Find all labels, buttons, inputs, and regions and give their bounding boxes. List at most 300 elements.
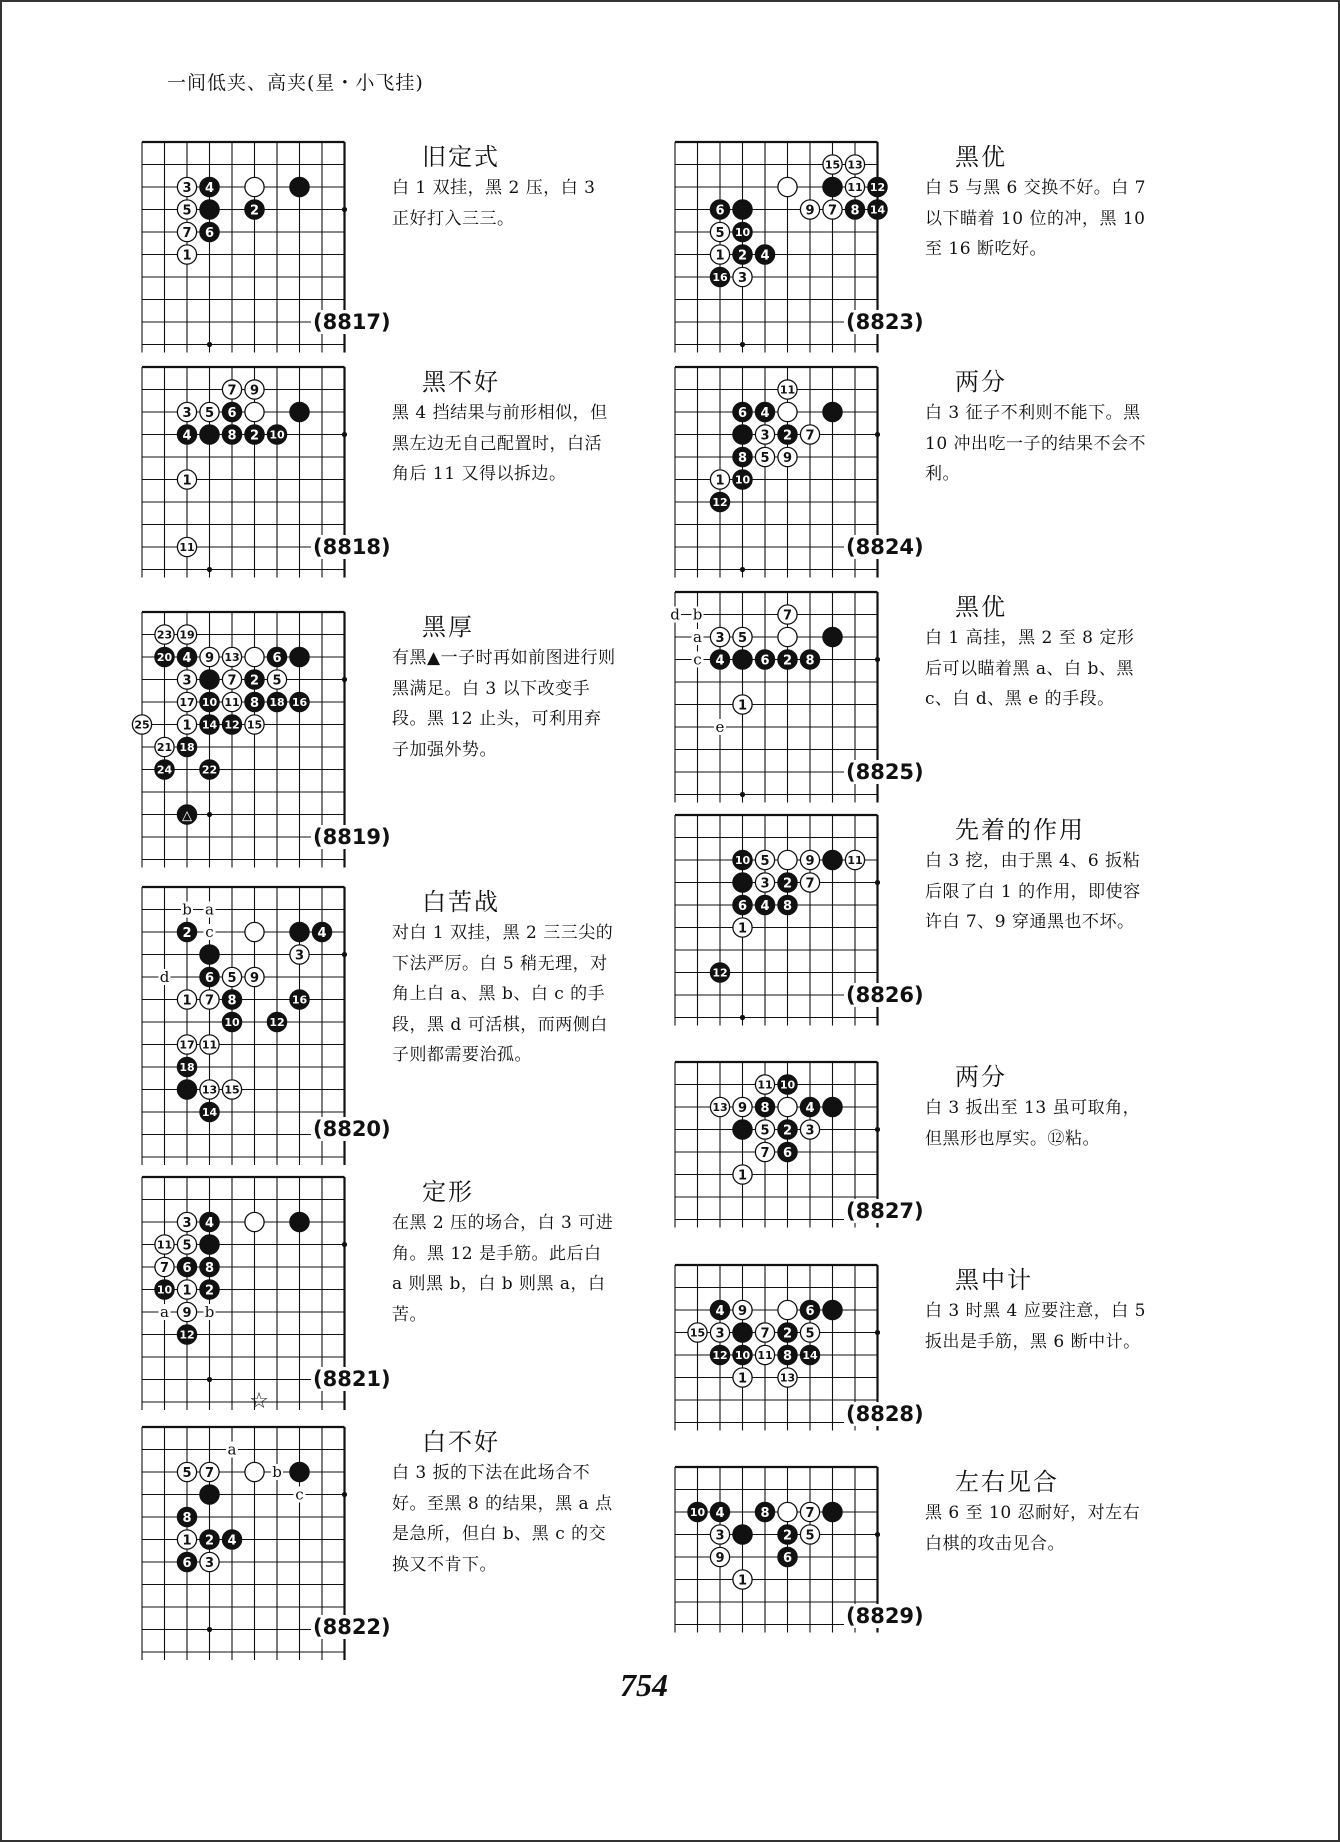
move-number: 13 bbox=[712, 1101, 728, 1115]
move-number: 5 bbox=[272, 673, 282, 689]
problem-title: 两分 bbox=[955, 1063, 1007, 1091]
move-number: 11 bbox=[779, 383, 796, 397]
move-number: 3 bbox=[182, 405, 192, 421]
move-number: 7 bbox=[805, 428, 815, 444]
move-number: 15 bbox=[224, 1083, 240, 1097]
point-label: c bbox=[295, 1485, 304, 1504]
move-number: 11 bbox=[201, 1038, 218, 1052]
black-stone bbox=[823, 1300, 842, 1319]
move-number: 4 bbox=[182, 650, 192, 666]
problem-commentary: 白 3 扳出至 13 虽可取角，但黑形也厚实。⑫粘。 bbox=[925, 1098, 1141, 1149]
black-stone bbox=[200, 425, 219, 444]
black-stone bbox=[200, 945, 219, 964]
move-number: 9 bbox=[805, 203, 815, 219]
problem-commentary: 白 3 时黑 4 应要注意，白 5 扳出是手筋，黑 6 断中计。 bbox=[925, 1301, 1146, 1352]
star-point bbox=[875, 1127, 880, 1132]
white-stone bbox=[245, 647, 264, 666]
move-number: 4 bbox=[317, 925, 327, 941]
move-number: 3 bbox=[294, 948, 305, 964]
move-number: 24 bbox=[156, 763, 173, 777]
black-stone bbox=[823, 1502, 842, 1521]
move-number: 4 bbox=[715, 1505, 725, 1521]
problem-title: 旧定式 bbox=[422, 143, 500, 171]
move-number: 5 bbox=[227, 970, 237, 986]
move-number: 1 bbox=[182, 473, 192, 489]
move-number: △ bbox=[182, 808, 192, 824]
diagram-number: (8827) bbox=[846, 1199, 924, 1223]
star-point bbox=[875, 880, 880, 885]
star-point bbox=[342, 432, 347, 437]
problem-commentary: 黑 4 挡结果与前形相似，但黑左边无自己配置时，白活角后 11 又得以拆边。 bbox=[392, 403, 608, 484]
star-point bbox=[740, 792, 745, 797]
star-point bbox=[740, 342, 745, 347]
problem-title: 黑优 bbox=[955, 593, 1007, 621]
move-number: 1 bbox=[715, 473, 725, 489]
star-point bbox=[342, 952, 347, 957]
move-number: 8 bbox=[805, 653, 815, 669]
problem-commentary: 白 5 与黑 6 交换不好。白 7 以下瞄着 10 位的冲，黑 10 至 16 断吃好。 bbox=[925, 178, 1146, 259]
move-number: 1 bbox=[737, 1573, 748, 1589]
point-label: a bbox=[160, 1303, 169, 1321]
go-diagram bbox=[670, 137, 915, 337]
star-point bbox=[207, 567, 212, 572]
black-stone bbox=[290, 1462, 309, 1481]
problem-title: 定形 bbox=[422, 1178, 474, 1206]
move-number: 3 bbox=[182, 1215, 192, 1231]
go-diagram bbox=[670, 810, 915, 1010]
move-number: 4 bbox=[204, 1215, 215, 1231]
move-number: 25 bbox=[134, 718, 150, 732]
problem-8820 bbox=[137, 882, 697, 1141]
go-diagram bbox=[137, 362, 382, 562]
move-number: 12 bbox=[179, 1328, 195, 1342]
go-diagram bbox=[670, 362, 915, 562]
move-number: 4 bbox=[805, 1100, 815, 1116]
go-diagram bbox=[137, 1422, 382, 1642]
move-number: 8 bbox=[850, 203, 860, 219]
move-number: 2 bbox=[204, 1283, 215, 1299]
go-diagram bbox=[137, 1172, 382, 1414]
move-number: 14 bbox=[201, 718, 218, 732]
move-number: 10 bbox=[734, 1349, 751, 1363]
problem-commentary: 白 3 挖，由于黑 4、6 扳粘后限了白 1 的作用，即使容许白 7、9 穿通黑也不坏。 bbox=[925, 851, 1141, 932]
move-number: 7 bbox=[782, 608, 793, 624]
move-number: 8 bbox=[737, 450, 748, 466]
problem-title: 先着的作用 bbox=[955, 816, 1085, 844]
black-stone bbox=[200, 200, 219, 219]
move-number: 8 bbox=[227, 428, 237, 444]
move-number: 12 bbox=[712, 1349, 728, 1363]
move-number: 12 bbox=[269, 1016, 285, 1030]
move-number: 18 bbox=[179, 1061, 195, 1075]
move-number: 7 bbox=[760, 1145, 770, 1161]
move-number: 10 bbox=[156, 1283, 173, 1297]
diagram-number: (8825) bbox=[846, 760, 924, 784]
diagram-number: (8823) bbox=[846, 310, 924, 334]
move-number: 22 bbox=[201, 763, 218, 777]
point-label: d bbox=[670, 605, 680, 624]
move-number: 18 bbox=[269, 696, 285, 710]
problem-8821 bbox=[137, 1172, 697, 1414]
move-number: 1 bbox=[715, 248, 725, 264]
problem-commentary: 白 1 双挂，黑 2 压，白 3 正好打入三三。 bbox=[392, 178, 596, 229]
move-number: 11 bbox=[847, 854, 863, 868]
move-number: 11 bbox=[179, 541, 195, 555]
move-number: 6 bbox=[272, 650, 282, 666]
move-number: 9 bbox=[737, 1303, 748, 1319]
problem-8818 bbox=[137, 362, 697, 562]
move-number: 13 bbox=[847, 158, 863, 172]
move-number: 4 bbox=[760, 248, 770, 264]
diagram-number: (8819) bbox=[313, 825, 391, 849]
black-stone bbox=[290, 922, 309, 941]
white-stone bbox=[245, 922, 264, 941]
diagram-number: (8824) bbox=[846, 535, 924, 559]
move-number: 3 bbox=[715, 630, 725, 646]
move-number: 8 bbox=[782, 898, 793, 914]
move-number: 8 bbox=[760, 1505, 770, 1521]
move-number: 4 bbox=[760, 898, 770, 914]
black-stone bbox=[290, 402, 309, 421]
move-number: 6 bbox=[782, 1550, 793, 1566]
diagram-number: (8829) bbox=[846, 1604, 924, 1628]
move-number: 6 bbox=[204, 970, 215, 986]
move-number: 10 bbox=[224, 1016, 240, 1030]
point-label: a bbox=[205, 900, 214, 919]
go-diagram bbox=[134, 607, 382, 847]
star-point bbox=[207, 812, 212, 817]
move-number: 2 bbox=[782, 1326, 793, 1342]
move-number: 17 bbox=[179, 696, 195, 710]
move-number: 7 bbox=[827, 203, 838, 219]
diagram-number: (8821) bbox=[313, 1367, 391, 1391]
move-number: 9 bbox=[805, 853, 815, 869]
move-number: 4 bbox=[715, 653, 725, 669]
diagram-number: (8822) bbox=[313, 1615, 391, 1639]
problem-commentary: 白 3 征子不利则不能下。黑 10 冲出吃一子的结果不会不利。 bbox=[925, 403, 1147, 484]
point-label: c bbox=[205, 923, 214, 941]
move-number: 3 bbox=[805, 1123, 815, 1139]
move-number: 12 bbox=[712, 966, 728, 980]
move-number: 2 bbox=[249, 203, 260, 219]
move-number: 5 bbox=[715, 225, 725, 241]
move-number: 2 bbox=[182, 925, 192, 941]
star-point bbox=[740, 1015, 745, 1020]
move-number: 11 bbox=[847, 181, 863, 195]
move-number: 9 bbox=[249, 383, 260, 399]
move-number: 10 bbox=[269, 428, 285, 442]
move-number: 2 bbox=[782, 428, 793, 444]
point-label: b bbox=[692, 605, 703, 624]
move-number: 5 bbox=[182, 1465, 192, 1481]
problem-title: 黑不好 bbox=[422, 368, 500, 396]
star-point bbox=[740, 567, 745, 572]
move-number: 2 bbox=[782, 653, 793, 669]
move-number: 6 bbox=[227, 405, 237, 421]
white-stone bbox=[778, 1502, 797, 1521]
move-number: 11 bbox=[757, 1078, 773, 1092]
white-stone bbox=[778, 1300, 797, 1319]
move-number: 10 bbox=[734, 473, 751, 487]
move-number: 9 bbox=[715, 1550, 725, 1566]
problem-8817 bbox=[137, 137, 697, 337]
problem-title: 白苦战 bbox=[422, 888, 500, 916]
move-number: 9 bbox=[737, 1100, 748, 1116]
move-number: 6 bbox=[805, 1303, 815, 1319]
move-number: 8 bbox=[782, 1348, 793, 1364]
problem-8827 bbox=[670, 1057, 1230, 1257]
star-point bbox=[342, 1492, 347, 1497]
move-number: 1 bbox=[182, 248, 192, 264]
problem-commentary: 对白 1 双挂，黑 2 三三尖的下法严厉。白 5 稍无理，对角上白 a、黑 b、白 c 的手段，黑 d 可活棋，而两侧白子则都需要治孤。 bbox=[392, 923, 614, 1065]
move-number: 14 bbox=[869, 203, 886, 217]
problem-title: 黑厚 bbox=[422, 613, 474, 641]
black-stone bbox=[177, 1080, 196, 1099]
move-number: 7 bbox=[227, 673, 237, 689]
diagram-number: (8817) bbox=[313, 310, 391, 334]
problem-commentary: 白 1 高挂，黑 2 至 8 定形后可以瞄着黑 a、白 b、黑 c、白 d、黑 e 的手段。 bbox=[925, 628, 1135, 709]
move-number: 2 bbox=[737, 248, 748, 264]
move-number: 11 bbox=[757, 1349, 773, 1363]
move-number: 6 bbox=[204, 225, 215, 241]
move-number: 3 bbox=[737, 270, 748, 286]
star-point bbox=[342, 207, 347, 212]
problem-8826 bbox=[670, 810, 1230, 1010]
move-number: 5 bbox=[760, 853, 770, 869]
star-mark-icon: ☆ bbox=[249, 1389, 269, 1414]
move-number: 12 bbox=[712, 496, 728, 510]
problem-commentary: 有黑▲一子时再如前图进行则黑满足。白 3 以下改变手段。黑 12 止头，可利用弃子加强外势。 bbox=[392, 648, 616, 760]
move-number: 3 bbox=[204, 1555, 215, 1571]
move-number: 2 bbox=[782, 1123, 793, 1139]
star-point bbox=[875, 432, 880, 437]
problem-title: 两分 bbox=[955, 368, 1007, 396]
point-label: a bbox=[227, 1440, 237, 1459]
move-number: 5 bbox=[760, 1123, 770, 1139]
move-number: 6 bbox=[737, 405, 748, 421]
problem-title: 黑优 bbox=[955, 143, 1007, 171]
move-number: 10 bbox=[201, 696, 218, 710]
move-number: 10 bbox=[734, 854, 751, 868]
black-stone bbox=[200, 670, 219, 689]
move-number: 5 bbox=[182, 1238, 192, 1254]
move-number: 10 bbox=[689, 1506, 706, 1520]
move-number: 6 bbox=[182, 1260, 192, 1276]
move-number: 5 bbox=[760, 450, 770, 466]
black-stone bbox=[823, 850, 842, 869]
move-number: 10 bbox=[779, 1078, 796, 1092]
move-number: 4 bbox=[715, 1303, 725, 1319]
white-stone bbox=[778, 627, 797, 646]
move-number: 3 bbox=[715, 1326, 725, 1342]
problem-8829 bbox=[670, 1462, 1230, 1662]
move-number: 8 bbox=[760, 1100, 770, 1116]
move-number: 1 bbox=[182, 718, 192, 734]
move-number: 8 bbox=[227, 993, 237, 1009]
star-point bbox=[875, 1532, 880, 1537]
black-stone bbox=[200, 1235, 219, 1254]
move-number: 1 bbox=[737, 1371, 748, 1387]
problem-title: 白不好 bbox=[422, 1428, 500, 1456]
problem-8823 bbox=[670, 137, 1230, 337]
move-number: 11 bbox=[156, 1238, 173, 1252]
problem-8822 bbox=[137, 1422, 697, 1639]
move-number: 8 bbox=[249, 695, 260, 711]
point-label: d bbox=[159, 968, 170, 986]
problem-commentary: 在黑 2 压的场合，白 3 可进角。黑 12 是手筋。此后白 a 则黑 b，白 b 则黑 a，白苦。 bbox=[392, 1213, 614, 1325]
move-number: 19 bbox=[179, 628, 195, 642]
move-number: 16 bbox=[291, 993, 308, 1007]
move-number: 2 bbox=[249, 673, 260, 689]
move-number: 1 bbox=[182, 993, 192, 1009]
move-number: 4 bbox=[204, 180, 215, 196]
problem-8819 bbox=[134, 607, 697, 849]
move-number: 1 bbox=[182, 1533, 192, 1549]
move-number: 1 bbox=[737, 921, 748, 937]
move-number: 6 bbox=[182, 1555, 192, 1571]
running-header: 一间低夹、高夹(星・小飞挂) bbox=[167, 72, 424, 94]
black-stone bbox=[733, 650, 752, 669]
diagram-number: (8820) bbox=[313, 1117, 391, 1141]
move-number: 5 bbox=[737, 630, 748, 646]
point-label: e bbox=[715, 718, 725, 736]
problem-commentary: 黑 6 至 10 忍耐好，对左右白棋的攻击见合。 bbox=[925, 1503, 1141, 1554]
white-stone bbox=[245, 1462, 264, 1481]
move-number: 7 bbox=[805, 1505, 815, 1521]
move-number: 6 bbox=[782, 1145, 793, 1161]
move-number: 1 bbox=[737, 1168, 748, 1184]
star-point bbox=[207, 1627, 212, 1632]
move-number: 17 bbox=[179, 1038, 195, 1052]
black-stone bbox=[290, 177, 309, 196]
move-number: 5 bbox=[805, 1528, 815, 1544]
move-number: 4 bbox=[760, 405, 770, 421]
move-number: 7 bbox=[805, 876, 815, 892]
white-stone bbox=[778, 402, 797, 421]
white-stone bbox=[245, 402, 264, 421]
move-number: 23 bbox=[156, 628, 173, 642]
white-stone bbox=[245, 177, 264, 196]
move-number: 9 bbox=[204, 650, 215, 666]
point-label: b bbox=[204, 1303, 215, 1321]
move-number: 3 bbox=[760, 428, 770, 444]
go-diagram bbox=[137, 882, 382, 1144]
move-number: 14 bbox=[201, 1106, 218, 1120]
move-number: 14 bbox=[802, 1349, 818, 1363]
move-number: 7 bbox=[204, 993, 215, 1009]
star-point bbox=[342, 1242, 347, 1247]
problem-title: 黑中计 bbox=[955, 1266, 1033, 1294]
star-point bbox=[875, 657, 880, 662]
move-number: 4 bbox=[182, 428, 192, 444]
move-number: 16 bbox=[291, 696, 308, 710]
move-number: 13 bbox=[779, 1371, 796, 1385]
point-label: a bbox=[693, 628, 702, 646]
black-stone bbox=[733, 1120, 752, 1139]
move-number: 2 bbox=[204, 1533, 215, 1549]
move-number: 12 bbox=[869, 181, 886, 195]
move-number: 8 bbox=[182, 1510, 192, 1526]
move-number: 16 bbox=[712, 271, 728, 285]
page-number: 754 bbox=[620, 1667, 668, 1703]
black-stone bbox=[733, 1525, 752, 1544]
diagram-number: (8826) bbox=[846, 983, 924, 1007]
diagram-number: (8828) bbox=[846, 1402, 924, 1426]
point-label: b bbox=[182, 900, 192, 919]
problem-8824 bbox=[670, 362, 1230, 562]
move-number: 12 bbox=[224, 718, 240, 732]
move-number: 3 bbox=[715, 1528, 725, 1544]
move-number: 9 bbox=[249, 970, 260, 986]
move-number: 7 bbox=[227, 383, 237, 399]
black-stone bbox=[733, 873, 752, 892]
black-stone bbox=[200, 1485, 219, 1504]
move-number: 10 bbox=[734, 226, 751, 240]
move-number: 9 bbox=[782, 450, 793, 466]
move-number: 7 bbox=[182, 225, 192, 241]
star-point bbox=[207, 342, 212, 347]
move-number: 8 bbox=[204, 1260, 215, 1276]
move-number: 3 bbox=[182, 673, 192, 689]
star-point bbox=[342, 677, 347, 682]
white-stone bbox=[778, 1097, 797, 1116]
black-stone bbox=[823, 627, 842, 646]
problem-8828 bbox=[670, 1260, 1230, 1460]
move-number: 4 bbox=[227, 1533, 237, 1549]
move-number: 1 bbox=[182, 1283, 192, 1299]
white-stone bbox=[778, 177, 797, 196]
star-point bbox=[207, 1377, 212, 1382]
black-stone bbox=[733, 425, 752, 444]
move-number: 20 bbox=[156, 651, 173, 665]
move-number: 2 bbox=[782, 1528, 793, 1544]
point-label: c bbox=[693, 650, 702, 669]
move-number: 2 bbox=[782, 876, 793, 892]
move-number: 5 bbox=[182, 203, 192, 219]
point-label: b bbox=[272, 1463, 282, 1481]
go-diagram bbox=[137, 137, 382, 337]
black-stone bbox=[733, 1323, 752, 1342]
move-number: 11 bbox=[224, 696, 240, 710]
black-stone bbox=[733, 200, 752, 219]
move-number: 6 bbox=[737, 898, 748, 914]
move-number: 7 bbox=[204, 1465, 215, 1481]
black-stone bbox=[823, 1097, 842, 1116]
move-number: 5 bbox=[204, 405, 215, 421]
black-stone bbox=[290, 1212, 309, 1231]
move-number: 5 bbox=[805, 1326, 815, 1342]
move-number: 7 bbox=[760, 1326, 770, 1342]
move-number: 13 bbox=[201, 1083, 218, 1097]
move-number: 15 bbox=[824, 158, 841, 172]
move-number: 3 bbox=[182, 180, 192, 196]
move-number: 3 bbox=[760, 876, 770, 892]
move-number: 13 bbox=[224, 651, 240, 665]
move-number: 18 bbox=[179, 741, 195, 755]
move-number: 7 bbox=[159, 1260, 170, 1276]
diagram-number: (8818) bbox=[313, 535, 391, 559]
problem-commentary: 白 3 扳的下法在此场合不好。至黑 8 的结果，黑 a 点是急所，但白 b、黑 c 的交换又不肯下。 bbox=[392, 1463, 613, 1575]
white-stone bbox=[778, 850, 797, 869]
move-number: 6 bbox=[760, 653, 770, 669]
black-stone bbox=[823, 177, 842, 196]
move-number: 1 bbox=[737, 698, 748, 714]
black-stone bbox=[290, 647, 309, 666]
move-number: 6 bbox=[715, 203, 725, 219]
move-number: 15 bbox=[246, 718, 263, 732]
white-stone bbox=[245, 1212, 264, 1231]
move-number: 9 bbox=[182, 1305, 192, 1321]
